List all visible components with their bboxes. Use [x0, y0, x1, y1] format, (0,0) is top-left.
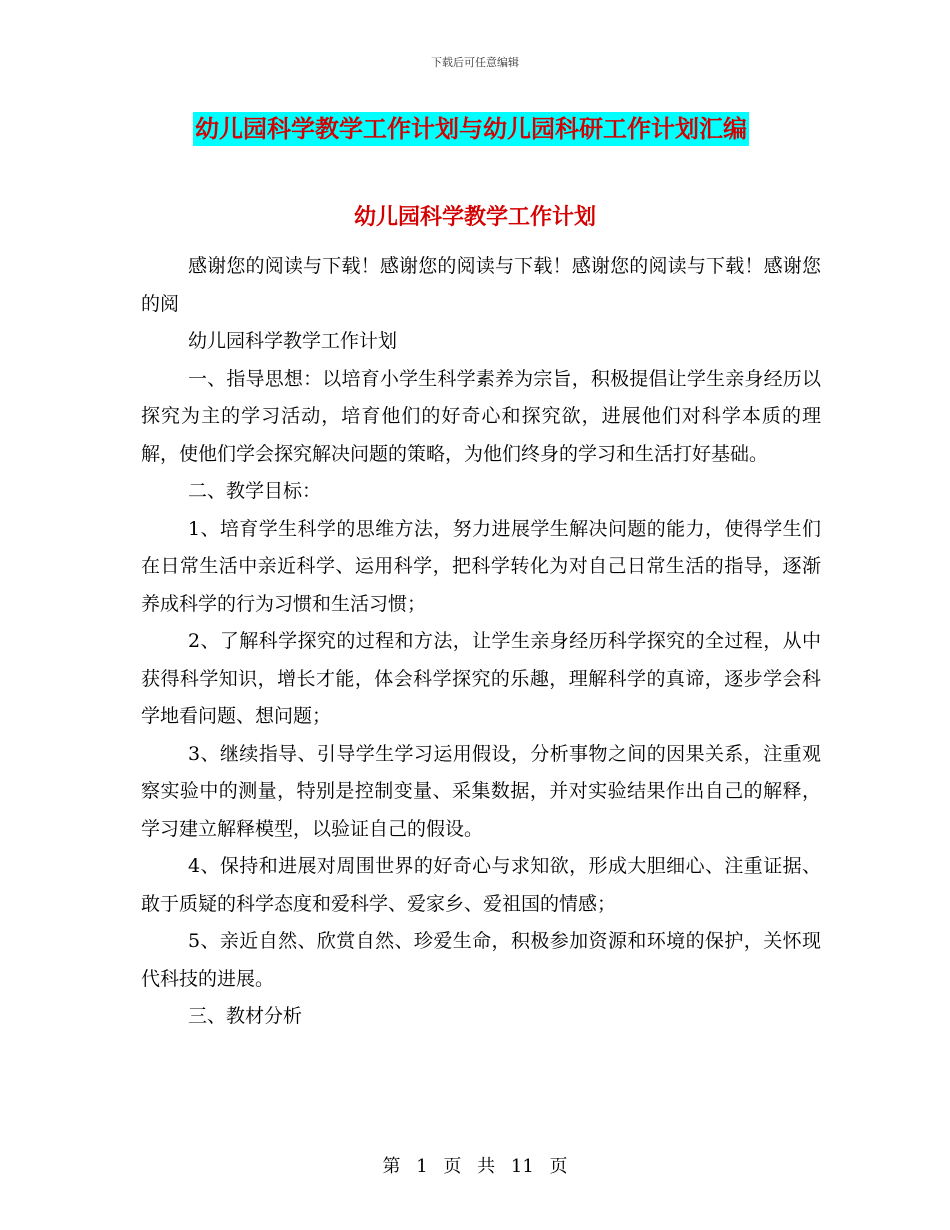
footer-total-label: 共: [477, 1156, 496, 1177]
footer-total-unit: 页: [549, 1156, 568, 1177]
footer-page-unit: 页: [443, 1156, 462, 1177]
paragraph-goal-1: 1、培育学生科学的思维方法，努力进展学生解决问题的能力，使得学生们在日常生活中亲近科学、运用科学，把科学转化为对自己日常生活的指导，逐渐养成科学的行为习惯和生活习惯；: [141, 517, 821, 615]
paragraph-plan-title: 幼儿园科学教学工作计划: [188, 330, 398, 352]
paragraph-guiding-thought: 一、指导思想：以培育小学生科学素养为宗旨，积极提倡让学生亲身经历以探究为主的学习活动，培育他们的好奇心和探究欲，进展他们对科学本质的理解，使他们学会探究解决问题的策略，为他们终身的学习和生活打好基础。: [141, 367, 821, 465]
paragraph-textbook-analysis-heading: 三、教材分析: [188, 1005, 303, 1027]
paragraph-goal-3: 3、继续指导、引导学生学习运用假设，分析事物之间的因果关系，注重观察实验中的测量，特别是控制变量、采集数据，并对实验结果作出自己的解释，学习建立解释模型，以验证自己的假设。: [141, 742, 821, 840]
paragraph-teaching-goals-heading: 二、教学目标：: [188, 480, 322, 502]
document-sub-title: 幼儿园科学教学工作计划: [353, 205, 596, 230]
document-body: [141, 248, 821, 1036]
footer-page-number: 1: [416, 1156, 428, 1177]
document-main-title: 幼儿园科学教学工作计划与幼儿园科研工作计划汇编: [193, 112, 749, 146]
footer-total-pages: 11: [510, 1156, 534, 1177]
paragraph-goal-4: 4、保持和进展对周围世界的好奇心与求知欲，形成大胆细心、注重证据、敢于质疑的科学态度和爱科学、爱家乡、爱祖国的情感；: [141, 855, 821, 915]
header-note: 下载后可任意编辑: [431, 56, 519, 69]
paragraph-goal-2: 2、了解科学探究的过程和方法，让学生亲身经历科学探究的全过程，从中获得科学知识，增长才能，体会科学探究的乐趣，理解科学的真谛，逐步学会科学地看问题、想问题；: [141, 630, 821, 727]
footer-page-label: 第: [382, 1156, 401, 1177]
paragraph-thanks: 感谢您的阅读与下载！感谢您的阅读与下载！感谢您的阅读与下载！感谢您的阅: [141, 255, 821, 315]
page-footer: [0, 1152, 950, 1178]
paragraph-goal-5: 5、亲近自然、欣赏自然、珍爱生命，积极参加资源和环境的保护，关怀现代科技的进展。: [141, 930, 821, 990]
